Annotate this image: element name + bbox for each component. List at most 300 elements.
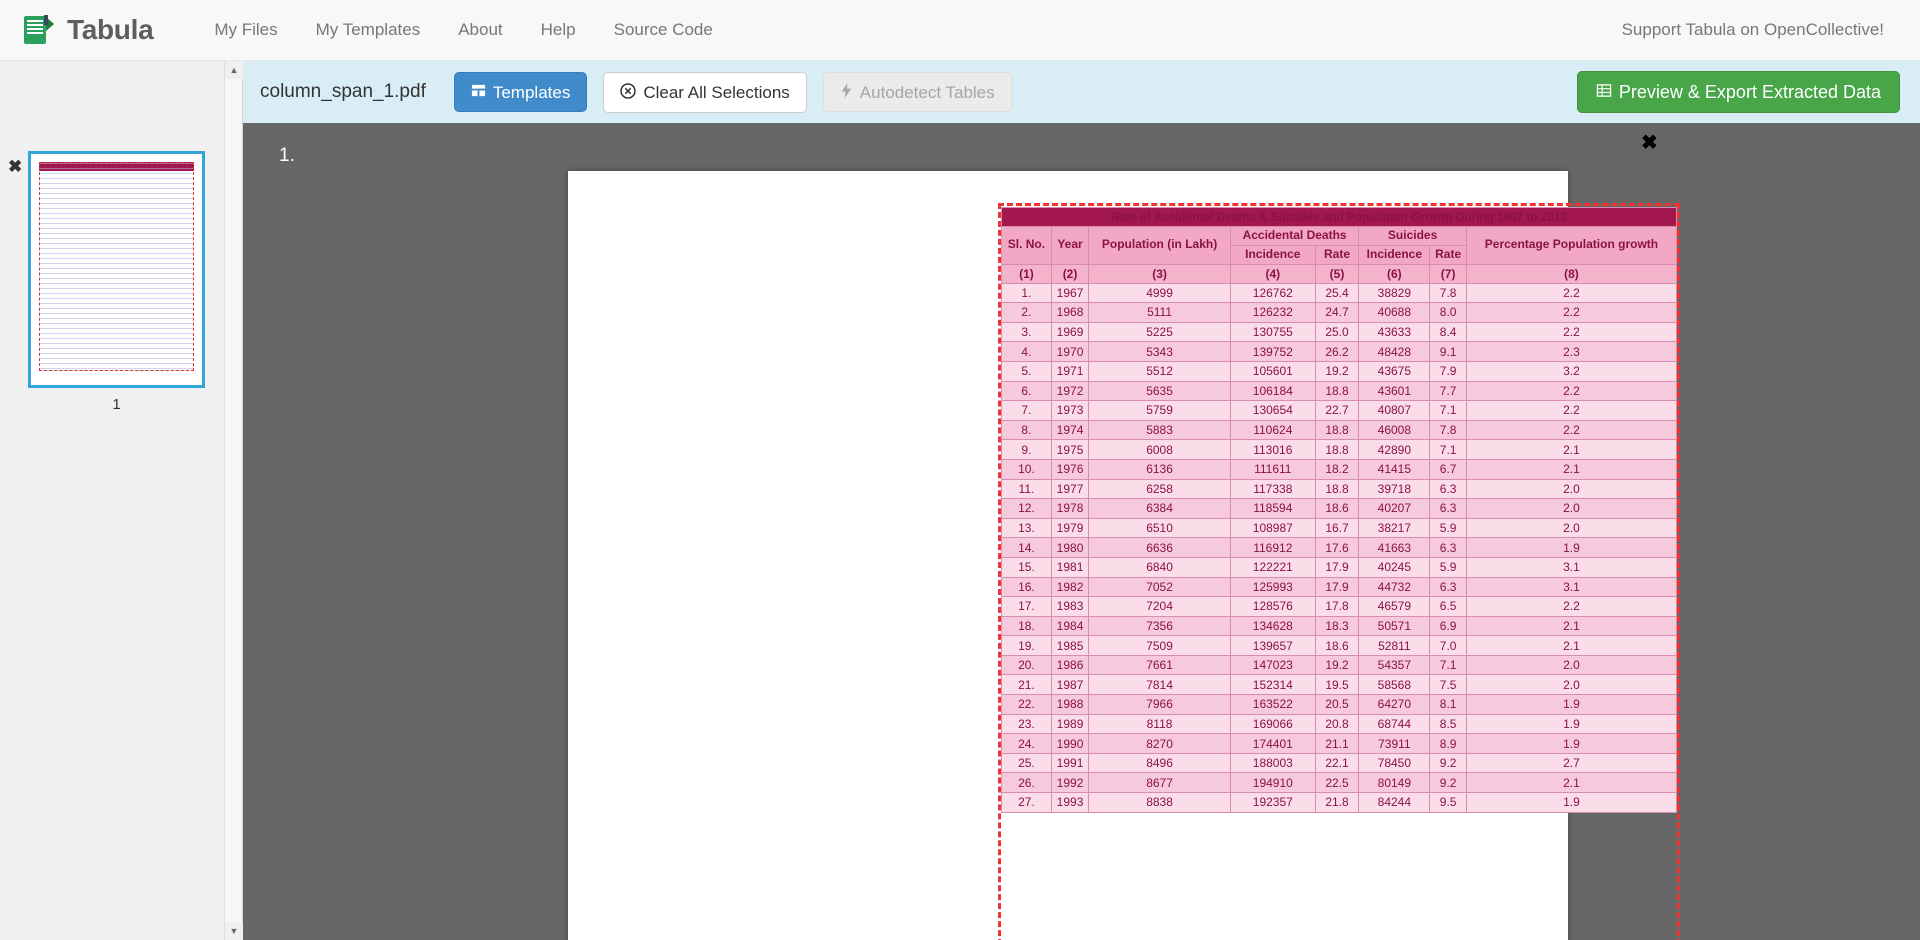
table-cell: 2.7 xyxy=(1466,753,1676,773)
table-cell: 19. xyxy=(1002,636,1052,656)
table-cell: 19.5 xyxy=(1315,675,1359,695)
brand[interactable] xyxy=(22,13,153,47)
table-cell: 2.2 xyxy=(1466,401,1676,421)
table-cell: 7814 xyxy=(1089,675,1231,695)
table-cell: 18.6 xyxy=(1315,636,1359,656)
table-cell: 43633 xyxy=(1359,322,1430,342)
table-column-number-row xyxy=(1002,264,1677,283)
table-cell: 68744 xyxy=(1359,714,1430,734)
table-cell: 6258 xyxy=(1089,479,1231,499)
table-cell: 2.2 xyxy=(1466,420,1676,440)
table-cell: 50571 xyxy=(1359,616,1430,636)
table-cell: 8118 xyxy=(1089,714,1231,734)
close-icon[interactable]: ✖ xyxy=(8,157,23,176)
table-cell: 16. xyxy=(1002,577,1052,597)
table-cell: 20.8 xyxy=(1315,714,1359,734)
colnum-3: (3) xyxy=(1089,264,1231,283)
table-cell: 52811 xyxy=(1359,636,1430,656)
table-cell: 7.8 xyxy=(1430,420,1467,440)
table-cell: 17.6 xyxy=(1315,538,1359,558)
header-su-incidence: Incidence xyxy=(1359,245,1430,264)
preview-export-button[interactable] xyxy=(1577,71,1900,113)
table-row xyxy=(1002,714,1677,734)
table-cell: 2.0 xyxy=(1466,655,1676,675)
table-cell: 7356 xyxy=(1089,616,1231,636)
table-cell: 9.2 xyxy=(1430,773,1467,793)
table-cell: 8838 xyxy=(1089,793,1231,813)
table-cell: 2.1 xyxy=(1466,773,1676,793)
table-header xyxy=(1002,208,1677,284)
table-cell: 1981 xyxy=(1051,557,1088,577)
table-cell: 40245 xyxy=(1359,557,1430,577)
table-cell: 5635 xyxy=(1089,381,1231,401)
colnum-7: (7) xyxy=(1430,264,1467,283)
table-cell: 20. xyxy=(1002,655,1052,675)
table-body xyxy=(1002,283,1677,812)
table-cell: 169066 xyxy=(1230,714,1315,734)
table-cell: 1.9 xyxy=(1466,695,1676,715)
table-cell: 1.9 xyxy=(1466,793,1676,813)
table-row xyxy=(1002,459,1677,479)
table-row xyxy=(1002,597,1677,617)
header-ad-rate: Rate xyxy=(1315,245,1359,264)
header-year: Year xyxy=(1051,227,1088,265)
table-row xyxy=(1002,793,1677,813)
table-row xyxy=(1002,518,1677,538)
table-row xyxy=(1002,303,1677,323)
table-cell: 1971 xyxy=(1051,361,1088,381)
nav-link-my-templates[interactable]: My Templates xyxy=(315,20,421,39)
table-cell: 1967 xyxy=(1051,283,1088,303)
table-cell: 188003 xyxy=(1230,753,1315,773)
table-cell: 1.9 xyxy=(1466,538,1676,558)
colnum-5: (5) xyxy=(1315,264,1359,283)
table-row xyxy=(1002,636,1677,656)
table-cell: 8. xyxy=(1002,420,1052,440)
table-cell: 5759 xyxy=(1089,401,1231,421)
table-cell: 7661 xyxy=(1089,655,1231,675)
table-cell: 139752 xyxy=(1230,342,1315,362)
table-cell: 152314 xyxy=(1230,675,1315,695)
table-cell: 1990 xyxy=(1051,734,1088,754)
header-su-rate: Rate xyxy=(1430,245,1467,264)
table-cell: 18.6 xyxy=(1315,499,1359,519)
table-cell: 80149 xyxy=(1359,773,1430,793)
table-cell: 192357 xyxy=(1230,793,1315,813)
table-cell: 2.3 xyxy=(1466,342,1676,362)
colnum-4: (4) xyxy=(1230,264,1315,283)
table-cell: 1991 xyxy=(1051,753,1088,773)
nav-link-my-files[interactable]: My Files xyxy=(214,20,278,39)
nav-link-help[interactable]: Help xyxy=(540,20,576,39)
table-cell: 40207 xyxy=(1359,499,1430,519)
table-cell: 21.8 xyxy=(1315,793,1359,813)
table-cell: 1973 xyxy=(1051,401,1088,421)
table-cell: 18.8 xyxy=(1315,420,1359,440)
table-cell: 6136 xyxy=(1089,459,1231,479)
table-cell: 3. xyxy=(1002,322,1052,342)
table-cell: 25. xyxy=(1002,753,1052,773)
table-cell: 1992 xyxy=(1051,773,1088,793)
table-row xyxy=(1002,479,1677,499)
table-cell: 17.8 xyxy=(1315,597,1359,617)
table-cell: 1969 xyxy=(1051,322,1088,342)
table-cell: 7.9 xyxy=(1430,361,1467,381)
pdf-table-region xyxy=(1001,207,1677,813)
table-cell: 6384 xyxy=(1089,499,1231,519)
table-cell: 5512 xyxy=(1089,361,1231,381)
table-cell: 8.9 xyxy=(1430,734,1467,754)
table-cell: 1974 xyxy=(1051,420,1088,440)
table-cell: 6.3 xyxy=(1430,538,1467,558)
sidebar-scrollbar[interactable] xyxy=(224,61,242,940)
table-cell: 113016 xyxy=(1230,440,1315,460)
header-ad-incidence: Incidence xyxy=(1230,245,1315,264)
table-cell: 1982 xyxy=(1051,577,1088,597)
table-cell: 17.9 xyxy=(1315,557,1359,577)
table-cell: 2.2 xyxy=(1466,597,1676,617)
table-cell: 25.4 xyxy=(1315,283,1359,303)
tabula-logo-icon xyxy=(22,13,56,47)
table-cell: 7.5 xyxy=(1430,675,1467,695)
pdf-viewer[interactable] xyxy=(243,123,1920,940)
thumbnail-page-label: 1 xyxy=(112,396,121,413)
table-title: Rate of Accidental Deaths & Suicides and Population Growth During 1967 to 2013 xyxy=(1002,208,1677,227)
table-cell: 41663 xyxy=(1359,538,1430,558)
table-cell: 1987 xyxy=(1051,675,1088,695)
autodetect-tables-label: Autodetect Tables xyxy=(859,82,995,102)
table-cell: 22.1 xyxy=(1315,753,1359,773)
table-cell: 7.1 xyxy=(1430,401,1467,421)
table-cell: 134628 xyxy=(1230,616,1315,636)
table-cell: 1985 xyxy=(1051,636,1088,656)
table-cell: 9. xyxy=(1002,440,1052,460)
table-cell: 6.3 xyxy=(1430,479,1467,499)
table-cell: 9.1 xyxy=(1430,342,1467,362)
table-cell: 21.1 xyxy=(1315,734,1359,754)
table-cell: 139657 xyxy=(1230,636,1315,656)
table-cell: 18.2 xyxy=(1315,459,1359,479)
support-link[interactable]: Support Tabula on OpenCollective! xyxy=(1621,20,1884,39)
table-row xyxy=(1002,401,1677,421)
table-cell: 7.1 xyxy=(1430,440,1467,460)
table-cell: 20.5 xyxy=(1315,695,1359,715)
table-cell: 27. xyxy=(1002,793,1052,813)
table-cell: 8.1 xyxy=(1430,695,1467,715)
top-navbar xyxy=(0,0,1920,61)
table-cell: 18.3 xyxy=(1315,616,1359,636)
table-cell: 5343 xyxy=(1089,342,1231,362)
table-cell: 6.7 xyxy=(1430,459,1467,479)
table-cell: 1984 xyxy=(1051,616,1088,636)
table-row xyxy=(1002,499,1677,519)
bolt-icon xyxy=(840,83,853,101)
table-cell: 1989 xyxy=(1051,714,1088,734)
table-row xyxy=(1002,773,1677,793)
nav-links xyxy=(195,8,731,52)
table-row xyxy=(1002,342,1677,362)
table-cell: 174401 xyxy=(1230,734,1315,754)
table-cell: 2.2 xyxy=(1466,303,1676,323)
clear-all-selections-label: Clear All Selections xyxy=(643,82,790,102)
table-cell: 7204 xyxy=(1089,597,1231,617)
table-cell: 5111 xyxy=(1089,303,1231,323)
table-cell: 22.5 xyxy=(1315,773,1359,793)
file-name-label: column_span_1.pdf xyxy=(260,81,426,102)
table-cell: 7. xyxy=(1002,401,1052,421)
page-marker: 1. xyxy=(279,145,295,166)
selection-close-icon[interactable]: ✖ xyxy=(1641,132,1658,154)
table-row xyxy=(1002,420,1677,440)
table-cell: 110624 xyxy=(1230,420,1315,440)
table-cell: 117338 xyxy=(1230,479,1315,499)
table-cell: 21. xyxy=(1002,675,1052,695)
table-cell: 25.0 xyxy=(1315,322,1359,342)
table-row xyxy=(1002,322,1677,342)
header-accidental-deaths: Accidental Deaths xyxy=(1230,227,1358,246)
table-cell: 42890 xyxy=(1359,440,1430,460)
table-cell: 2.0 xyxy=(1466,499,1676,519)
table-cell: 126232 xyxy=(1230,303,1315,323)
table-cell: 2.0 xyxy=(1466,518,1676,538)
table-cell: 8496 xyxy=(1089,753,1231,773)
table-cell: 7052 xyxy=(1089,577,1231,597)
table-cell: 106184 xyxy=(1230,381,1315,401)
table-cell: 1975 xyxy=(1051,440,1088,460)
colnum-8: (8) xyxy=(1466,264,1676,283)
table-cell: 26. xyxy=(1002,773,1052,793)
table-cell: 125993 xyxy=(1230,577,1315,597)
nav-link-about[interactable]: About xyxy=(458,20,503,39)
table-cell: 13. xyxy=(1002,518,1052,538)
circle-x-icon xyxy=(620,83,636,102)
table-cell: 17. xyxy=(1002,597,1052,617)
table-cell: 84244 xyxy=(1359,793,1430,813)
table-cell: 7.0 xyxy=(1430,636,1467,656)
template-icon xyxy=(471,83,486,101)
table-cell: 22.7 xyxy=(1315,401,1359,421)
table-cell: 48428 xyxy=(1359,342,1430,362)
table-cell: 1977 xyxy=(1051,479,1088,499)
table-cell: 40807 xyxy=(1359,401,1430,421)
table-cell: 6636 xyxy=(1089,538,1231,558)
colnum-6: (6) xyxy=(1359,264,1430,283)
templates-label: Templates xyxy=(492,82,571,102)
chevron-down-icon[interactable]: ▼ xyxy=(225,922,243,940)
table-row xyxy=(1002,283,1677,303)
table-row xyxy=(1002,616,1677,636)
chevron-up-icon[interactable]: ▲ xyxy=(225,61,243,79)
autodetect-tables-button[interactable] xyxy=(823,72,1012,112)
table-cell: 3.1 xyxy=(1466,557,1676,577)
table-cell: 194910 xyxy=(1230,773,1315,793)
table-cell: 3.2 xyxy=(1466,361,1676,381)
table-cell: 8.0 xyxy=(1430,303,1467,323)
table-cell: 2.1 xyxy=(1466,616,1676,636)
templates-button[interactable] xyxy=(454,72,587,112)
table-cell: 23. xyxy=(1002,714,1052,734)
table-cell: 130654 xyxy=(1230,401,1315,421)
table-cell: 9.5 xyxy=(1430,793,1467,813)
table-cell: 78450 xyxy=(1359,753,1430,773)
table-cell: 5883 xyxy=(1089,420,1231,440)
table-cell: 6008 xyxy=(1089,440,1231,460)
table-cell: 14. xyxy=(1002,538,1052,558)
table-cell: 40688 xyxy=(1359,303,1430,323)
table-cell: 39718 xyxy=(1359,479,1430,499)
table-title-row xyxy=(1002,208,1677,227)
table-cell: 128576 xyxy=(1230,597,1315,617)
table-cell: 8677 xyxy=(1089,773,1231,793)
table-cell: 6. xyxy=(1002,381,1052,401)
table-row xyxy=(1002,440,1677,460)
table-cell: 126762 xyxy=(1230,283,1315,303)
table-cell: 9.2 xyxy=(1430,753,1467,773)
table-cell: 16.7 xyxy=(1315,518,1359,538)
table-cell: 1968 xyxy=(1051,303,1088,323)
table-row xyxy=(1002,655,1677,675)
table-cell: 43675 xyxy=(1359,361,1430,381)
table-cell: 18.8 xyxy=(1315,381,1359,401)
table-cell: 18. xyxy=(1002,616,1052,636)
table-cell: 22. xyxy=(1002,695,1052,715)
table-cell: 12. xyxy=(1002,499,1052,519)
grid-icon xyxy=(1596,83,1612,101)
table-cell: 3.1 xyxy=(1466,577,1676,597)
table-cell: 54357 xyxy=(1359,655,1430,675)
table-cell: 44732 xyxy=(1359,577,1430,597)
table-cell: 26.2 xyxy=(1315,342,1359,362)
table-cell: 43601 xyxy=(1359,381,1430,401)
table-row xyxy=(1002,734,1677,754)
table-row xyxy=(1002,557,1677,577)
table-cell: 38217 xyxy=(1359,518,1430,538)
table-cell: 18.8 xyxy=(1315,479,1359,499)
table-cell: 2.1 xyxy=(1466,459,1676,479)
table-cell: 1979 xyxy=(1051,518,1088,538)
table-header-row-1 xyxy=(1002,227,1677,246)
table-cell: 11. xyxy=(1002,479,1052,499)
header-sl-no: Sl. No. xyxy=(1002,227,1052,265)
table-cell: 2.2 xyxy=(1466,381,1676,401)
table-cell: 19.2 xyxy=(1315,361,1359,381)
document-toolbar xyxy=(243,61,1920,123)
table-cell: 73911 xyxy=(1359,734,1430,754)
table-cell: 2.1 xyxy=(1466,636,1676,656)
table-cell: 5.9 xyxy=(1430,557,1467,577)
table-cell: 2.1 xyxy=(1466,440,1676,460)
table-cell: 116912 xyxy=(1230,538,1315,558)
table-cell: 1983 xyxy=(1051,597,1088,617)
table-row xyxy=(1002,538,1677,558)
table-cell: 111611 xyxy=(1230,459,1315,479)
table-cell: 6.5 xyxy=(1430,597,1467,617)
table-cell: 7.1 xyxy=(1430,655,1467,675)
table-cell: 2.0 xyxy=(1466,479,1676,499)
table-cell: 7.8 xyxy=(1430,283,1467,303)
table-cell: 15. xyxy=(1002,557,1052,577)
extracted-table xyxy=(1001,207,1677,813)
preview-export-label: Preview & Export Extracted Data xyxy=(1618,82,1881,102)
colnum-2: (2) xyxy=(1051,264,1088,283)
table-cell: 46008 xyxy=(1359,420,1430,440)
colnum-1: (1) xyxy=(1002,264,1052,283)
table-cell: 6.3 xyxy=(1430,577,1467,597)
table-row xyxy=(1002,577,1677,597)
table-cell: 6.9 xyxy=(1430,616,1467,636)
table-cell: 1978 xyxy=(1051,499,1088,519)
table-cell: 1986 xyxy=(1051,655,1088,675)
table-cell: 1970 xyxy=(1051,342,1088,362)
table-row xyxy=(1002,361,1677,381)
table-cell: 24. xyxy=(1002,734,1052,754)
table-cell: 1988 xyxy=(1051,695,1088,715)
table-cell: 1.9 xyxy=(1466,714,1676,734)
table-cell: 5225 xyxy=(1089,322,1231,342)
table-cell: 2. xyxy=(1002,303,1052,323)
table-cell: 5.9 xyxy=(1430,518,1467,538)
table-cell: 38829 xyxy=(1359,283,1430,303)
table-cell: 7509 xyxy=(1089,636,1231,656)
table-cell: 5. xyxy=(1002,361,1052,381)
table-row xyxy=(1002,753,1677,773)
table-cell: 4. xyxy=(1002,342,1052,362)
page-thumbnail-1[interactable] xyxy=(28,151,205,413)
table-cell: 8.4 xyxy=(1430,322,1467,342)
table-cell: 147023 xyxy=(1230,655,1315,675)
table-cell: 130755 xyxy=(1230,322,1315,342)
brand-label: Tabula xyxy=(67,14,154,45)
table-cell: 8.5 xyxy=(1430,714,1467,734)
pdf-page-1[interactable] xyxy=(568,171,1659,940)
table-cell: 7966 xyxy=(1089,695,1231,715)
table-cell: 8270 xyxy=(1089,734,1231,754)
table-cell: 118594 xyxy=(1230,499,1315,519)
table-cell: 46579 xyxy=(1359,597,1430,617)
table-cell: 17.9 xyxy=(1315,577,1359,597)
header-suicides: Suicides xyxy=(1359,227,1467,246)
table-cell: 2.2 xyxy=(1466,322,1676,342)
thumbnail-selection-overlay xyxy=(39,162,194,371)
thumbnail-image[interactable] xyxy=(28,151,205,388)
table-cell: 6510 xyxy=(1089,518,1231,538)
table-cell: 2.2 xyxy=(1466,283,1676,303)
nav-link-source-code[interactable]: Source Code xyxy=(613,20,713,39)
table-cell: 7.7 xyxy=(1430,381,1467,401)
clear-all-selections-button[interactable] xyxy=(603,72,806,113)
table-cell: 4999 xyxy=(1089,283,1231,303)
table-cell: 1.9 xyxy=(1466,734,1676,754)
header-percentage-population-growth: Percentage Population growth xyxy=(1466,227,1676,265)
table-cell: 1980 xyxy=(1051,538,1088,558)
table-cell: 24.7 xyxy=(1315,303,1359,323)
table-cell: 163522 xyxy=(1230,695,1315,715)
table-cell: 10. xyxy=(1002,459,1052,479)
header-population: Population (in Lakh) xyxy=(1089,227,1231,265)
table-cell: 1976 xyxy=(1051,459,1088,479)
table-cell: 41415 xyxy=(1359,459,1430,479)
table-cell: 105601 xyxy=(1230,361,1315,381)
table-row xyxy=(1002,381,1677,401)
table-cell: 58568 xyxy=(1359,675,1430,695)
table-cell: 1972 xyxy=(1051,381,1088,401)
table-cell: 2.0 xyxy=(1466,675,1676,695)
table-cell: 6.3 xyxy=(1430,499,1467,519)
table-cell: 108987 xyxy=(1230,518,1315,538)
table-cell: 122221 xyxy=(1230,557,1315,577)
table-cell: 19.2 xyxy=(1315,655,1359,675)
table-cell: 1993 xyxy=(1051,793,1088,813)
